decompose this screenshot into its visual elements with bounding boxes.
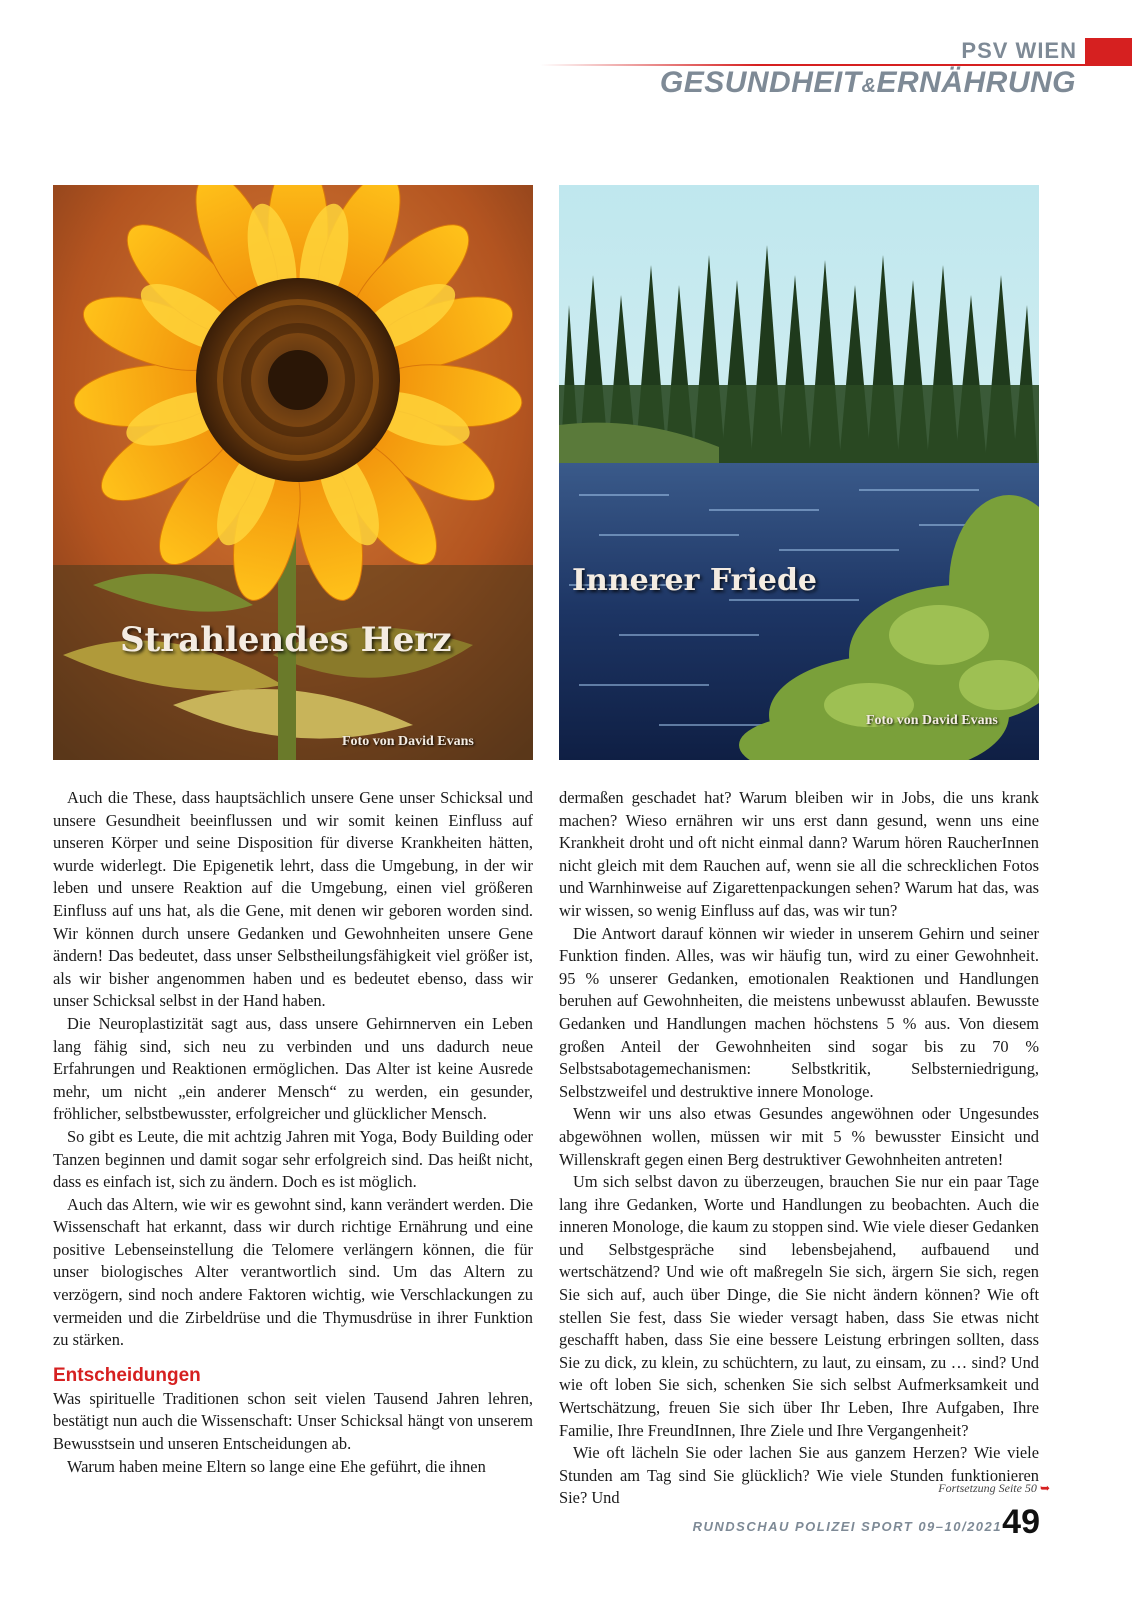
page-number: 49 <box>1002 1503 1040 1541</box>
section-heading: Entscheidungen <box>53 1364 201 1386</box>
photo-lake <box>559 185 1039 760</box>
lake-image <box>559 185 1039 760</box>
photo-sunflower <box>53 185 533 760</box>
paragraph: Die Neuroplastizität sagt aus, dass unsere Gehirnnerven ein Leben lang fähig sind, sich neu zu verbinden und uns dadurch neue Erfahrungen und Reaktionen ermöglichen. Das Alter ist keine Ausrede mehr, um nicht „ein anderer Mensch“ zu werden, ein gesunder, fröhlicher, selbstbewusster, erfolgreicher und glücklicher Mensch. <box>53 1013 533 1124</box>
photo-title-left: Strahlendes Herz <box>120 620 452 660</box>
continued-text: Fortsetzung Seite 50 <box>938 1481 1037 1495</box>
paragraph: dermaßen geschadet hat? Warum bleiben wir in Jobs, die uns krank machen? Wieso ernähren wir uns erst dann gesund, wenn uns eine Krankheit droht und oft nicht einmal dann? Warum hören RaucherInnen nicht gleich mit dem Rauchen auf, wenn sie all die schrecklichen Fotos und Warnhinweise auf Zigarettenpackungen sehen? Warum hat das, was wir wissen, so wenig Einfluss auf das, was wir tun? <box>559 788 1039 920</box>
paragraph: Auch das Altern, wie wir es gewohnt sind, kann verändert werden. Die Wissenschaft hat erkannt, dass wir durch richtige Ernährung und eine positive Lebenseinstellung die Telomere verlängern können, die für unser biologisches Alter verantwortlich sind. Um das Altern zu verzögern, sind noch andere Faktoren wichtig, wie Verschlackungen zu vermeiden und die Zirbeldrüse und die Thymusdrüse in ihrer Funktion zu stärken. <box>53 1194 533 1350</box>
arrow-right-icon: ➥ <box>1039 1481 1050 1495</box>
section-part-b: ERNÄHRUNG <box>876 66 1076 99</box>
article-column-right <box>559 787 1039 1510</box>
header-red-block <box>1085 38 1132 66</box>
photo-credit-right: Foto von David Evans <box>866 713 998 728</box>
header-club: PSV WIEN <box>961 38 1077 63</box>
footer-magazine: RUNDSCHAU POLIZEI SPORT 09–10/2021 <box>692 1519 1002 1534</box>
header-section <box>660 66 1076 103</box>
paragraph: Wenn wir uns also etwas Gesundes angewöhnen oder Ungesundes abgewöhnen wollen, müssen wir mit 5 % bewusster Einsicht und Willenskraft gegen einen Berg destruktiver Gewohnheiten antreten! <box>559 1104 1039 1169</box>
paragraph: Was spirituelle Traditionen schon seit vielen Tausend Jahren lehren, bestätigt nun auch die Wissenschaft: Unser Schicksal hängt von unserem Bewusstsein und unseren Entscheidungen ab. <box>53 1388 533 1454</box>
photo-title-right: Innerer Friede <box>572 563 818 598</box>
paragraph: So gibt es Leute, die mit achtzig Jahren mit Yoga, Body Building oder Tanzen beginnen und damit sogar sehr erfolgreich sind. Das heißt nicht, dass es einfach ist, sich zu ändern. Doch es ist möglich. <box>53 1126 533 1192</box>
article-column-left <box>53 787 533 1478</box>
paragraph: Warum haben meine Eltern so lange eine Ehe geführt, die ihnen <box>67 1456 486 1476</box>
paragraph: Wie oft lächeln Sie oder lachen Sie aus ganzem Herzen? Wie viele Stunden am Tag sind Sie glücklich? Wie viele Stunden funktionieren Sie? Und <box>559 1443 1039 1508</box>
paragraph: Auch die These, dass hauptsächlich unsere Gene unser Schicksal und unsere Gesundheit beeinflussen und wir somit keinen Einfluss auf unseren Körper und seine Disposition für diverse Krankheiten hätten, wurde widerlegt. Die Epigenetik lehrt, dass die Umgebung, in der wir leben und unsere Reaktion auf die Umgebung, einen viel größeren Einfluss auf uns hat, als die Gene, mit denen wir geboren worden sind. Wir können durch unsere Gedanken und Gewohnheiten unsere Gene ändern! Das bedeutet, dass unser Selbstheilungsfähigkeit viel größer ist, als wir bisher angenommen haben und es bedeutet ebenso, dass wir unser Schicksal selbst in der Hand haben. <box>53 788 533 1011</box>
photo-credit-left: Foto von David Evans <box>342 734 474 749</box>
section-ampersand: & <box>861 75 877 97</box>
paragraph: Um sich selbst davon zu überzeugen, brauchen Sie nur ein paar Tage lang ihre Gedanken, Worte und Handlungen zu beobachten. Auch die inneren Monologe, die kaum zu stoppen sind. Wie viele dieser Gedanken und Selbstgespräche sind lebensbejahend, aufbauend und wertschätzend? Und wie oft maßregeln Sie sich, ärgern Sie sich, regen Sie sich auf, auch über Dinge, die Sie nicht ändern können? Wie oft stellen Sie fest, dass Sie wieder versagt haben, dass Sie etwas nicht geschafft haben, dass Sie eine bessere Leistung erbringen sollten, dass Sie zu dick, zu klein, zu schüchtern, zu laut, zu einsam, zu … sind? Und wie oft loben Sie sich, schenken Sie sich selbst Aufmerksamkeit und Wertschätzung, freuen Sie sich über Ihr Leben, Ihre Aufgaben, Ihre Familie, Ihre FreundInnen, Ihre Ziele und Ihre Vergangenheit? <box>559 1172 1039 1440</box>
section-part-a: GESUNDHEIT <box>659 66 862 99</box>
continued-note <box>938 1481 1050 1496</box>
paragraph: Die Antwort darauf können wir wieder in unserem Gehirn und seiner Funktion finden. Alles, was wir häufig tun, wird zu einer Gewohnheit. 95 % unserer Gedanken, emotionalen Reaktionen und Handlungen beruhen auf Gewohnheiten, die meistens unbewusst ablaufen. Bewusste Gedanken und Handlungen machen höchstens 5 % aus. Von diesem großen Anteil der Gewohnheiten sind sogar bis zu 70 % Selbstsabotagemechanismen: Selbstkritik, Selbsterniedrigung, Selbstzweifel und destruktive innere Monologe. <box>559 923 1039 1101</box>
sunflower-image <box>53 185 533 760</box>
